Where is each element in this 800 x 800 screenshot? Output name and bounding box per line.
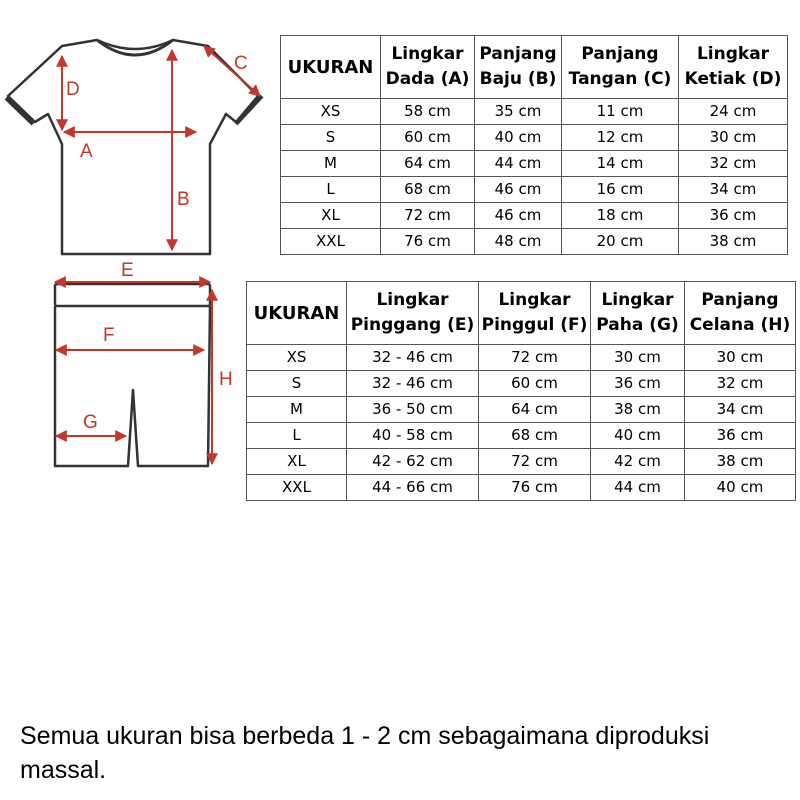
header-line: Paha (G) [596, 315, 679, 335]
measurement-cell: 38 cm [591, 397, 685, 423]
measurement-cell: 40 cm [685, 475, 796, 501]
header-col [591, 282, 685, 345]
measurement-cell: 42 - 62 cm [347, 449, 479, 475]
header-line: Panjang [581, 44, 659, 64]
measurement-cell: 30 cm [679, 125, 788, 151]
measurement-cell: 38 cm [679, 229, 788, 255]
measurement-cell: 30 cm [685, 345, 796, 371]
table-row [247, 371, 796, 397]
measurement-cell: 34 cm [679, 177, 788, 203]
header-line: Panjang [479, 44, 557, 64]
measurement-cell: 48 cm [475, 229, 562, 255]
size-cell: M [247, 397, 347, 423]
measurement-cell: 16 cm [562, 177, 679, 203]
header-col [685, 282, 796, 345]
table-row [281, 229, 788, 255]
measurement-cell: 32 cm [679, 151, 788, 177]
label-a: A [80, 141, 93, 162]
measurement-cell: 68 cm [479, 423, 591, 449]
measurement-cell: 76 cm [381, 229, 475, 255]
header-col [479, 282, 591, 345]
header-col [381, 36, 475, 99]
size-cell: XXL [247, 475, 347, 501]
header-line: Lingkar [696, 44, 770, 64]
table-row [281, 99, 788, 125]
label-h: H [219, 369, 233, 390]
size-cell: XS [281, 99, 381, 125]
measurement-cell: 76 cm [479, 475, 591, 501]
header-size: UKURAN [247, 282, 347, 345]
label-e: E [121, 260, 134, 281]
header-col [679, 36, 788, 99]
measurement-cell: 32 - 46 cm [347, 345, 479, 371]
size-cell: L [281, 177, 381, 203]
measurement-cell: 72 cm [479, 345, 591, 371]
measurement-cell: 32 cm [685, 371, 796, 397]
shirt-table-body [281, 99, 788, 255]
measurement-cell: 64 cm [479, 397, 591, 423]
measurement-cell: 34 cm [685, 397, 796, 423]
header-line: Lingkar [498, 290, 571, 310]
measurement-cell: 36 cm [685, 423, 796, 449]
measurement-cell: 35 cm [475, 99, 562, 125]
measurement-cell: 40 - 58 cm [347, 423, 479, 449]
header-col [475, 36, 562, 99]
measurement-cell: 20 cm [562, 229, 679, 255]
label-b: B [177, 189, 190, 210]
header-line: Dada (A) [385, 69, 470, 89]
header-line: Baju (B) [479, 69, 557, 89]
header-size: UKURAN [281, 36, 381, 99]
measurement-cell: 64 cm [381, 151, 475, 177]
measurement-cell: 60 cm [381, 125, 475, 151]
header-line: Pinggul (F) [481, 315, 588, 335]
shorts-table-body [247, 345, 796, 501]
measurement-cell: 32 - 46 cm [347, 371, 479, 397]
measurement-cell: 36 cm [679, 203, 788, 229]
measurement-cell: 44 cm [591, 475, 685, 501]
shorts-outline [55, 284, 210, 466]
table-row [247, 475, 796, 501]
header-line: Panjang [701, 290, 779, 310]
label-g: G [83, 412, 98, 433]
header-line: Lingkar [391, 44, 464, 64]
table-row [247, 423, 796, 449]
shorts-size-table [246, 281, 796, 501]
size-cell: XS [247, 345, 347, 371]
header-col [347, 282, 479, 345]
header-col [562, 36, 679, 99]
measurement-cell: 14 cm [562, 151, 679, 177]
shorts-table-header [247, 282, 796, 345]
measurement-cell: 12 cm [562, 125, 679, 151]
table-row [247, 449, 796, 475]
header-line: Lingkar [601, 290, 674, 310]
measurement-cell: 60 cm [479, 371, 591, 397]
table-row [281, 125, 788, 151]
measurement-cell: 46 cm [475, 203, 562, 229]
measurement-cell: 44 - 66 cm [347, 475, 479, 501]
measurement-cell: 24 cm [679, 99, 788, 125]
measurement-cell: 68 cm [381, 177, 475, 203]
arrow-c [204, 46, 260, 96]
table-row [247, 345, 796, 371]
measurement-cell: 30 cm [591, 345, 685, 371]
header-line: Tangan (C) [568, 69, 672, 89]
size-cell: XL [247, 449, 347, 475]
measurement-cell: 18 cm [562, 203, 679, 229]
size-note: Semua ukuran bisa berbeda 1 - 2 cm sebagaimana diproduksi massal. [20, 722, 710, 784]
header-line: Pinggang (E) [350, 315, 475, 335]
measurement-cell: 42 cm [591, 449, 685, 475]
measurement-cell: 46 cm [475, 177, 562, 203]
size-cell: L [247, 423, 347, 449]
size-cell: S [281, 125, 381, 151]
size-cell: XL [281, 203, 381, 229]
header-line: Lingkar [376, 290, 449, 310]
measurement-cell: 38 cm [685, 449, 796, 475]
measurement-cell: 40 cm [591, 423, 685, 449]
measurement-cell: 36 cm [591, 371, 685, 397]
measurement-cell: 36 - 50 cm [347, 397, 479, 423]
label-d: D [66, 79, 80, 100]
table-row [281, 151, 788, 177]
measurement-cell: 72 cm [381, 203, 475, 229]
measurement-cell: 58 cm [381, 99, 475, 125]
label-c: C [234, 53, 248, 74]
tshirt-outline [6, 40, 262, 254]
shirt-size-table [280, 35, 788, 255]
header-line: Celana (H) [689, 315, 791, 335]
table-row [281, 203, 788, 229]
measurement-cell: 44 cm [475, 151, 562, 177]
measurement-cell: 40 cm [475, 125, 562, 151]
size-cell: S [247, 371, 347, 397]
table-row [281, 177, 788, 203]
table-row [247, 397, 796, 423]
shirt-table-header [281, 36, 788, 99]
header-line: Ketiak (D) [684, 69, 782, 89]
measurement-cell: 11 cm [562, 99, 679, 125]
size-cell: XXL [281, 229, 381, 255]
label-f: F [103, 325, 115, 346]
measurement-cell: 72 cm [479, 449, 591, 475]
size-cell: M [281, 151, 381, 177]
